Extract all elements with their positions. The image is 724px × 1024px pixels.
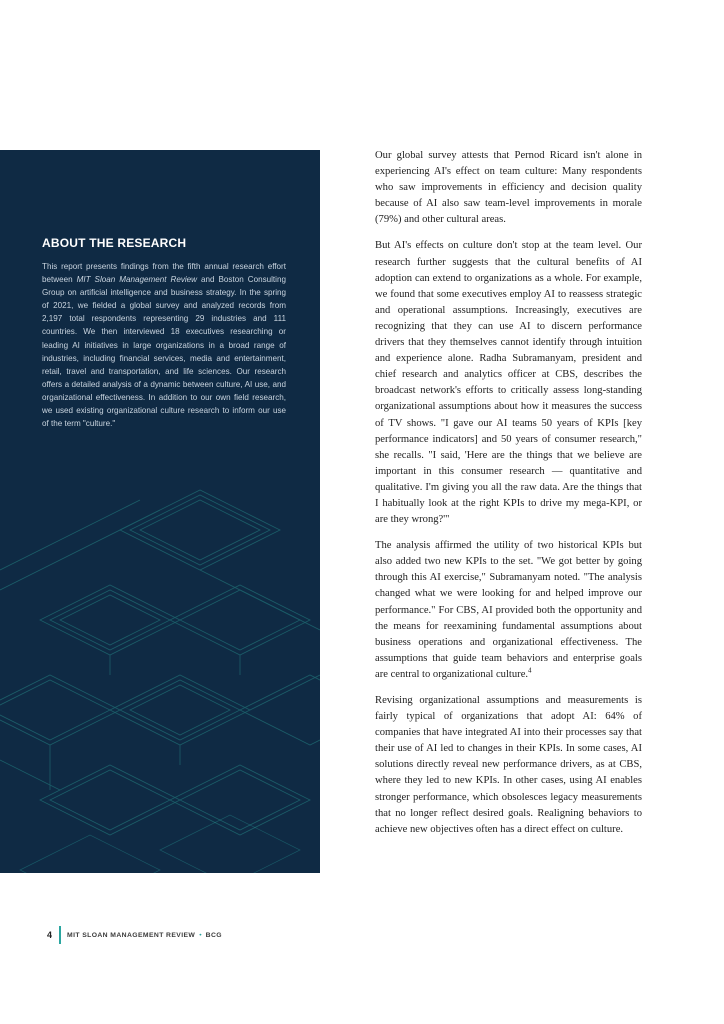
about-research-text bbox=[42, 260, 286, 430]
partner-name: BCG bbox=[205, 931, 222, 939]
publication-name: MIT SLOAN MANAGEMENT REVIEW bbox=[67, 931, 196, 939]
footnote-marker[interactable]: 4 bbox=[528, 666, 532, 675]
article-paragraph-3 bbox=[375, 538, 642, 683]
footer-divider bbox=[59, 926, 61, 944]
footer-bullet: • bbox=[199, 931, 202, 939]
about-research-title: ABOUT THE RESEARCH bbox=[42, 236, 187, 250]
article-paragraph-1: Our global survey attests that Pernod Ricard isn't alone in experiencing AI's effect on team culture: Many respondents who saw improvements in efficiency and decision quality because of AI also saw team-level improvements in morale (79%) and other cultural areas. bbox=[375, 150, 642, 226]
article-paragraph-2: But AI's effects on culture don't stop at the team level. Our research further suggests that the cultural benefits of AI adoption can extend to organizations as a whole. For example, we found that some executives employ AI to reassess strategic and operational assumptions. Increasingly, executives are recognizing that they can use AI to discern performance drivers that they themselves cannot identify through intuition and experience alone. Radha Subramanyam, president and chief research and analytics officer at CBS, describes the broadcast network's efforts to critically assess long-standing organizational assumptions about how it measures the success of TV shows. "I gave our AI teams 50 years of KPIs [key performance indicators] and 50 years of consumer research," she recalls. "I said, 'Here are the things that we believe are important in this consumer research — quantitative and qualitative. I'm giving you all the raw data. Are the things that I habitually look at the right KPIs to drive my mega-KPI, or are they wrong?'" bbox=[375, 240, 642, 526]
about-research-sidebar bbox=[0, 150, 320, 873]
page-number: 4 bbox=[47, 930, 53, 940]
about-text-intro: This report presents findings from the fifth annual research effort between bbox=[42, 262, 286, 285]
article-paragraph-3-text: The analysis affirmed the utility of two historical KPIs but also added two new KPIs to the set. "We got better by going through this AI exercise," Subramanyam noted. "The analysis changed what we were looking for and helped improve our performance." For CBS, AI provided both the opportunity and the means for reexamining fundamental assumptions about business operations and organizational effectiveness. The assumptions that guide team behaviors and enterprise goals are central to organizational culture. bbox=[375, 540, 642, 680]
journal-name: MIT Sloan Management Review bbox=[76, 275, 198, 285]
about-text-body: and Boston Consulting Group on artificial intelligence and business strategy. In the spring of 2021, we fielded a global survey and analyzed records from 2,197 total respondents representing 29 industries and 111 countries. We then interviewed 18 executives researching or leading AI initiatives in large organizations in a broad range of industries, including financial services, media and entertainment, retail, travel and transportation, and life sciences. Our research offers a detailed analysis of a dynamic between culture, AI use, and organizational effectiveness. In addition to our own field research, we used existing organizational culture research to inform our use of the term "culture." bbox=[42, 275, 286, 429]
about-research-box bbox=[42, 236, 286, 430]
main-article-column bbox=[375, 148, 642, 848]
article-paragraph-4: Revising organizational assumptions and measurements is fairly typical of organizations that adopt AI: 64% of companies that have integrated AI into their processes say that their use of AI led to changes in their KPIs. In some cases, AI solutions directly reveal new performance drivers, as at CBS, where they led to new KPIs. In other cases, using AI enables stronger performance, which obsolesces legacy measurements that no longer reflect desired goals. Realigning behaviors to achieve new objectives often has a direct effect on culture. bbox=[375, 695, 642, 835]
page-footer bbox=[47, 926, 222, 944]
